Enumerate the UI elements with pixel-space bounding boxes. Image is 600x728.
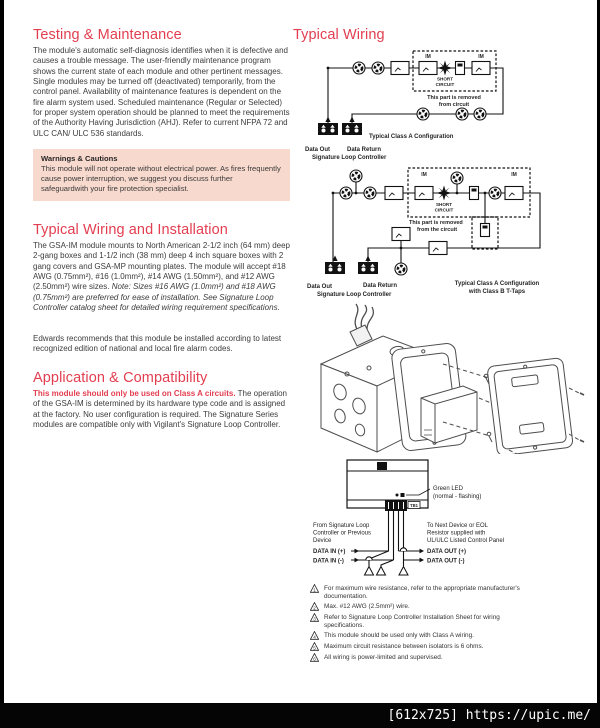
- short-circuit-label: CIRCUIT: [435, 82, 455, 87]
- short-circuit-symbol: [437, 186, 452, 201]
- class-a-ttap-wiring-diagram: [293, 163, 585, 303]
- typical-wiring-title: Typical Wiring: [293, 27, 385, 43]
- isolator-symbol: [481, 224, 490, 237]
- detector-symbol: [474, 108, 486, 120]
- svg-text:2: 2: [313, 605, 316, 611]
- terminal-block: [318, 123, 338, 135]
- data-in-minus-label: DATA IN (-): [313, 558, 344, 565]
- faceplate: [487, 358, 573, 454]
- isolator-symbol: [456, 62, 465, 75]
- warnings-title: Warnings & Cautions: [41, 154, 118, 163]
- im-label: IM: [425, 54, 431, 60]
- warning-triangle-icon: [310, 642, 319, 651]
- edwards-recommendation: Edwards recommends that this module be installed according to latest recognized edition of national and local fire alarm codes.: [33, 334, 282, 354]
- class-a-warning-text: This module should only be used on Class A circuits.: [33, 389, 236, 398]
- ground-icon: [365, 567, 374, 576]
- removed-note: This part is removed: [427, 95, 481, 101]
- typical-wiring-installation-title: Typical Wiring and Installation: [33, 222, 228, 238]
- warnings-cautions-box: [33, 149, 290, 201]
- detector-symbol: [350, 170, 362, 182]
- wire-junction: [400, 247, 403, 250]
- page-left-border: [0, 0, 4, 728]
- isolator-symbol: [470, 187, 479, 200]
- wiring-note-italic: Note: Sizes #16 AWG (1.0mm²) and #18 AWG (0.75mm²) are preferred for ease of installation. See Signature Loop Controller catalog sheet for detailed wiring requirement specifications.: [33, 282, 280, 312]
- wiring-body-text: The GSA-IM module mounts to North American 2-1/2 inch (64 mm) deep 2-gang boxes and 1-1/2 inch (38 mm) deep 4 inch square boxes with 2 gang covers and GSA-MP mounting plates. The module will accept #18 AWG (0.75mm²), #16 (1.0mm²), #14 AWG (1.50mm²), and #12 AWG (2.50mm²) wire sizes.: [33, 241, 290, 292]
- detector-symbol: [456, 108, 468, 120]
- svg-text:1: 1: [313, 587, 316, 593]
- led-window: [401, 493, 405, 497]
- removed-note: from the circuit: [417, 227, 458, 233]
- terminal-block: [358, 262, 378, 274]
- ground-icon: [377, 567, 386, 576]
- wire-crossover: [366, 557, 372, 560]
- application-compatibility-title: Application & Compatibility: [33, 370, 208, 386]
- detector-symbol: [395, 263, 407, 275]
- wire-junction: [327, 67, 330, 70]
- svg-text:6: 6: [313, 656, 316, 662]
- application-compatibility-body: [33, 389, 290, 430]
- data-out-plus-label: DATA OUT (+): [427, 549, 467, 555]
- im-label: IM: [478, 54, 484, 60]
- to-label: To Next Device or EOL: [427, 523, 489, 529]
- im-label: IM: [511, 172, 517, 178]
- field-wires: [350, 304, 373, 346]
- im-label: IM: [421, 172, 427, 178]
- module-terminal-diagram: [293, 455, 585, 585]
- module-key-slot: [377, 462, 387, 470]
- data-out-label: Data Out: [305, 147, 331, 153]
- arrow-icon: [355, 558, 360, 563]
- wire-junction: [484, 192, 487, 195]
- warnings-body: This module will not operate without electrical power. As fires frequently cause power interruption, we suggest you discuss further safeguardwith your fire protection specialist.: [41, 164, 281, 193]
- detector-symbol: [451, 172, 463, 184]
- exploded-installation-illustration: [293, 302, 585, 454]
- terminal-block: [342, 123, 362, 135]
- data-return-label: Data Return: [363, 283, 398, 289]
- arrow-icon: [420, 549, 425, 554]
- class-a-wiring-diagram: [293, 48, 585, 166]
- im-module-symbol: [419, 62, 437, 75]
- data-in-plus-label: DATA IN (+): [313, 549, 346, 555]
- svg-text:4: 4: [313, 634, 316, 640]
- config-label: with Class B T-Taps: [468, 289, 526, 295]
- footnote: 3 Refer to Signature Loop Controller Installation Sheet for wiring specifications.: [310, 614, 572, 629]
- terminal-block: [325, 262, 345, 274]
- wire-crossover: [400, 548, 406, 551]
- controller-label: Signature Loop Controller: [317, 292, 392, 298]
- im-module-symbol: [505, 187, 523, 200]
- data-out-minus-label: DATA OUT (-): [427, 558, 465, 565]
- field-wiring: [351, 511, 421, 566]
- warning-triangle-icon: [310, 653, 319, 662]
- module-symbol: [391, 62, 409, 75]
- module-symbol: [385, 187, 403, 200]
- wire-junction: [456, 192, 459, 195]
- to-label: UL/ULC Listed Control Panel: [427, 538, 505, 544]
- wiring-footnotes: [310, 585, 572, 665]
- footnote: 2 Max. #12 AWG (2.5mm²) wire.: [310, 603, 572, 611]
- warning-triangle-icon: [310, 613, 319, 622]
- footnote: 1 For maximum wire resistance, refer to the appropriate manufacturer's documentation.: [310, 585, 572, 600]
- config-label: Typical Class A Configuration: [369, 134, 454, 140]
- green-led-label: Green LED: [433, 486, 464, 492]
- arrow-icon: [325, 117, 330, 123]
- arrow-icon: [420, 558, 425, 563]
- svg-text:3: 3: [313, 616, 316, 622]
- warning-triangle-icon: [310, 631, 319, 640]
- detector-symbol: [489, 187, 501, 199]
- short-circuit-label: CIRCUIT: [434, 207, 454, 213]
- application-body-text: The operation of the GSA-IM is determined by its hardware type code and is assigned at the factory. No user configuration is required. The Signature Series modules are compatible only with Vigilant's Signature Loop Controller.: [33, 389, 288, 429]
- config-label: Typical Class A Configuration: [454, 281, 540, 287]
- watermark-bar: [0, 703, 600, 728]
- testing-maintenance-body: The module's automatic self-diagnosis identifies when it is defective and causes a trouble message. The user-friendly maintenance program shows the current state of each module and other pertinent messages. Single modules may be turned off (deactivated) temporarily, from the control panel. Availability of maintenance features is dependent on the fire alarm system used. Scheduled maintenance (Regular or Selected) for proper system operation should be planned to meet the requirements of the Authority Having Jurisdiction (AHJ). Refer to current NFPA 72 and ULC CAN/ ULC 536 standards.: [33, 46, 290, 138]
- detector-symbol: [417, 108, 429, 120]
- green-led-dot: [396, 494, 399, 497]
- from-label: Device: [313, 538, 332, 544]
- im-module-symbol: [415, 187, 433, 200]
- typical-wiring-installation-body: [33, 241, 290, 313]
- testing-maintenance-title: Testing & Maintenance: [33, 27, 182, 43]
- footnote: 4 This module should be used only with Class A wiring.: [310, 632, 572, 640]
- short-circuit-label: SHORT: [435, 202, 453, 207]
- warning-triangle-icon: [310, 602, 319, 611]
- arrow-icon: [349, 117, 354, 123]
- to-label: Resistor supplied with: [427, 530, 486, 537]
- svg-text:5: 5: [313, 645, 316, 651]
- controller-label: Signature Loop Controller: [312, 155, 387, 161]
- short-circuit-symbol: [438, 61, 453, 76]
- ground-icon: [399, 567, 408, 576]
- module-symbol: [392, 228, 410, 241]
- data-out-label: Data Out: [307, 284, 333, 290]
- wire-junction: [332, 192, 335, 195]
- detector-symbol: [353, 62, 365, 74]
- arrow-icon: [355, 549, 360, 554]
- tb1-label: TB1: [410, 502, 418, 508]
- green-led-label: (normal - flashing): [433, 494, 482, 500]
- short-circuit-label: SHORT: [436, 76, 454, 82]
- data-return-label: Data Return: [347, 147, 382, 153]
- module-symbol: [429, 242, 447, 255]
- detector-symbol: [372, 62, 384, 74]
- wire-junction: [355, 192, 358, 195]
- from-label: Controller or Previous: [313, 530, 372, 537]
- removed-note: from circuit: [438, 102, 470, 108]
- footnote: 6 All wiring is power-limited and supervised.: [310, 654, 572, 662]
- from-label: From Signature Loop: [313, 523, 370, 529]
- warning-triangle-icon: [310, 584, 319, 593]
- detector-symbol: [340, 187, 352, 199]
- arrow-icon: [365, 256, 370, 262]
- footnote: 5 Maximum circuit resistance between isolators is 6 ohms.: [310, 643, 572, 651]
- im-module-symbol: [472, 62, 490, 75]
- removed-note: This part is removed: [409, 220, 463, 226]
- watermark-text: [612x725] https://upic.me/: [387, 708, 591, 723]
- detector-symbol: [364, 187, 376, 199]
